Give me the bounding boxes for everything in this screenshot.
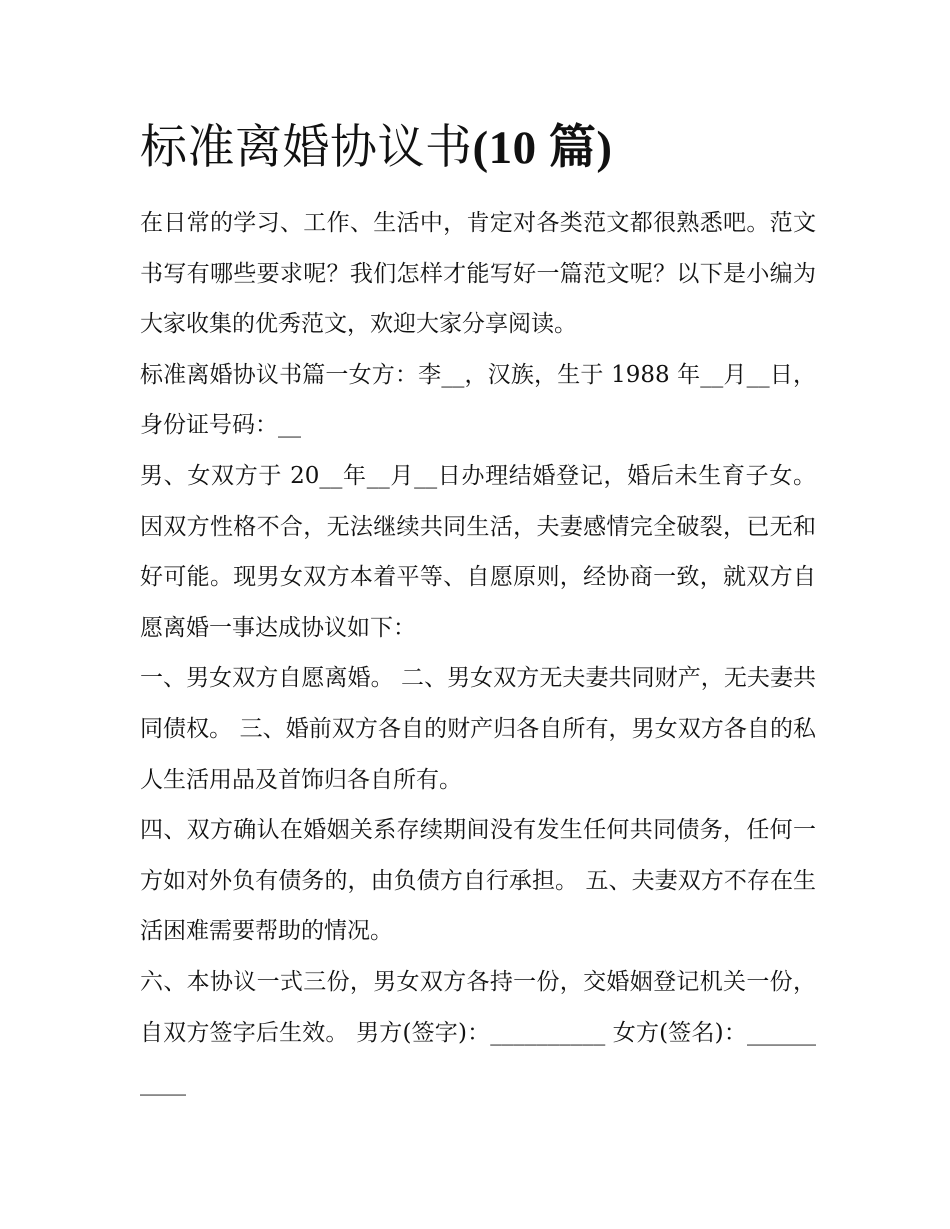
clauses-one-to-three: 一、男女双方自愿离婚。 二、男女双方无夫妻共同财产，无夫妻共同债权。 三、婚前双方各自的财产归各自所有，男女双方各自的私人生活用品及首饰归各自所有。 [140, 665, 816, 793]
marriage-background-paragraph: 男、女双方于 20__年__月__日办理结婚登记，婚后未生育子女。因双方性格不合，无法继续共同生活，夫妻感情完全破裂，已无和好可能。现男女双方本着平等、自愿原则，经协商一致，就双方自愿离婚一事达成协议如下： [140, 462, 816, 641]
document-page [140, 112, 816, 1109]
clause-six-signatures: 六、本协议一式三份，男女双方各持一份，交婚姻登记机关一份，自双方签字后生效。 男方(签字)：__________ 女方(签名)：__________ [140, 968, 816, 1097]
clauses-four-five: 四、双方确认在婚姻关系存续期间没有发生任何共同债务，任何一方如对外负有债务的，由负债方自行承担。 五、夫妻双方不存在生活困难需要帮助的情况。 [140, 817, 816, 945]
party-info-paragraph: 标准离婚协议书篇一女方：李__，汉族，生于 1988 年__月__日，身份证号码：__ [140, 361, 816, 439]
document-title [140, 112, 816, 184]
intro-paragraph: 在日常的学习、工作、生活中，肯定对各类范文都很熟悉吧。范文书写有哪些要求呢？我们怎样才能写好一篇范文呢？以下是小编为大家收集的优秀范文，欢迎大家分享阅读。 [140, 210, 816, 338]
title-text: 标准离婚协议书 [140, 120, 473, 175]
title-count: (10 篇) [472, 122, 613, 174]
